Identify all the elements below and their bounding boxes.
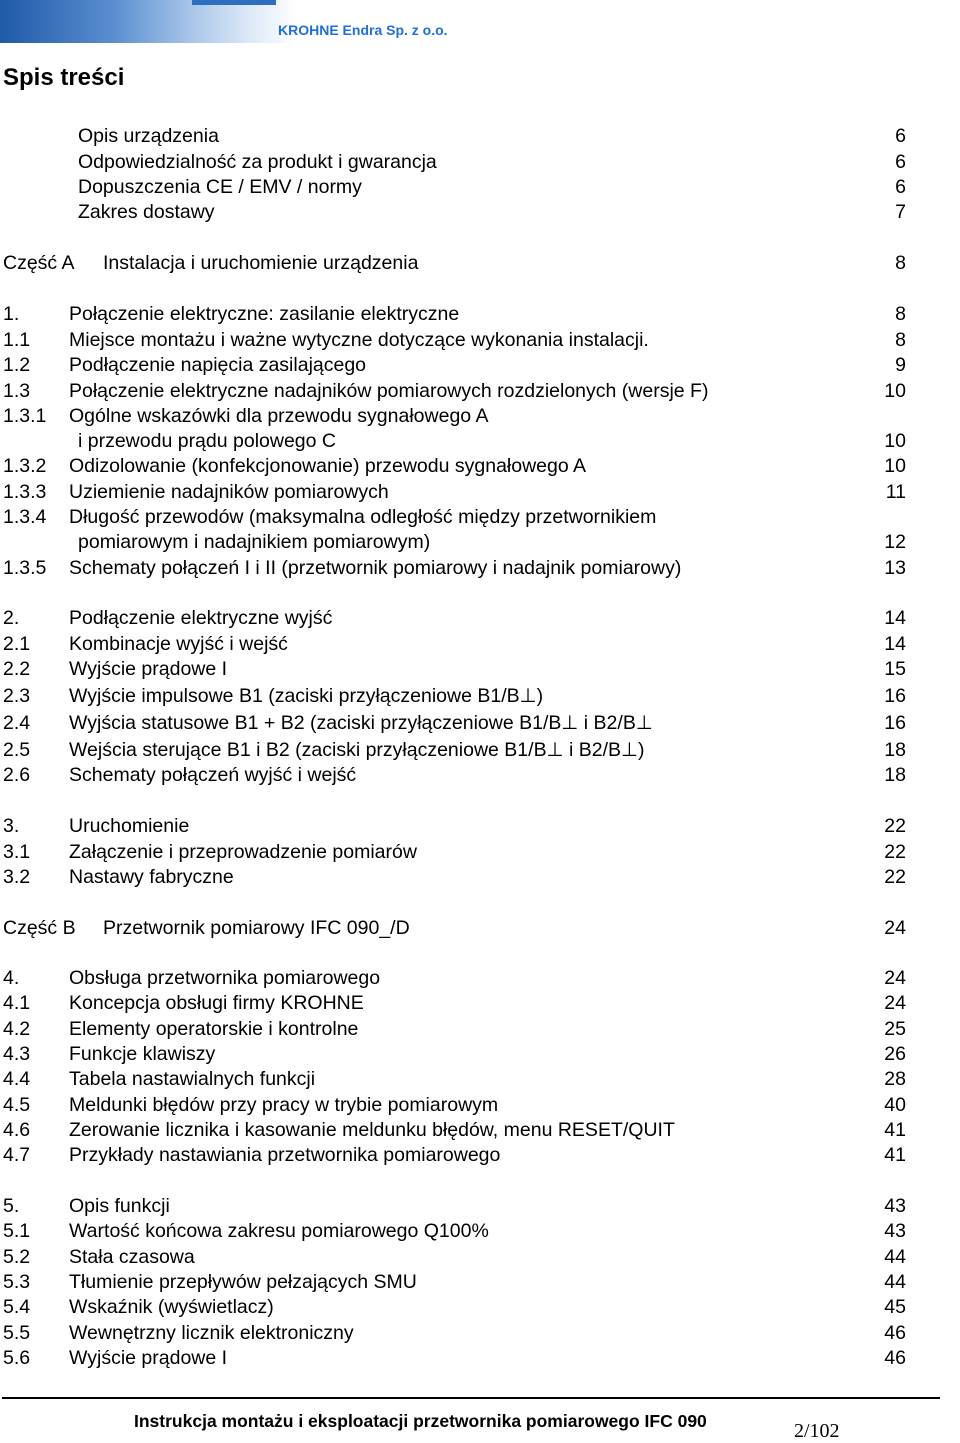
company-name: KROHNE Endra Sp. z o.o. xyxy=(278,22,448,38)
toc-entry xyxy=(0,555,960,581)
toc-entry-title: Wewnętrzny licznik elektroniczny xyxy=(69,1322,354,1344)
toc-entry-title: Przykłady nastawiania przetwornika pomiarowego xyxy=(69,1144,501,1166)
toc-entry xyxy=(0,174,960,200)
toc-entry-title: Schematy połączeń I i II (przetwornik pomiarowy i nadajnik pomiarowy) xyxy=(69,557,682,579)
toc-entry-number: 2.3 xyxy=(3,685,31,707)
toc-entry-title: Miejsce montażu i ważne wytyczne dotyczące wykonania instalacji. xyxy=(69,329,649,351)
toc-entry-page: 11 xyxy=(885,481,906,503)
toc-entry-page: 44 xyxy=(884,1271,906,1293)
toc-entry-number: 1.3.5 xyxy=(3,557,47,579)
toc-entry-title: Uruchomienie xyxy=(69,815,190,837)
toc-entry-number: 5. xyxy=(3,1195,20,1217)
toc-entry-page: 22 xyxy=(884,815,906,837)
toc-entry xyxy=(0,479,960,505)
toc-entry xyxy=(0,1218,960,1244)
toc-entry xyxy=(0,813,960,839)
toc-entry-number: 3.1 xyxy=(3,841,31,863)
toc-entry xyxy=(0,378,960,404)
toc-entry-page: 6 xyxy=(895,151,906,173)
toc-entry-page: 26 xyxy=(884,1043,906,1065)
toc-entry-title: Ogólne wskazówki dla przewodu sygnałowego A xyxy=(69,405,489,427)
toc-entry-page: 6 xyxy=(895,125,906,147)
toc-entry-number: 5.6 xyxy=(3,1347,31,1369)
footer-divider xyxy=(2,1397,940,1399)
toc-entry-number: 5.3 xyxy=(3,1271,31,1293)
toc-entry xyxy=(0,965,960,991)
toc-entry-title: Kombinacje wyjść i wejść xyxy=(69,633,288,655)
toc-entry xyxy=(0,762,960,788)
toc-entry-number: 4. xyxy=(3,967,20,989)
toc-entry xyxy=(0,683,960,709)
page-title: Spis treści xyxy=(3,64,125,91)
toc-entry-page: 16 xyxy=(884,685,906,707)
toc-entry-page: 6 xyxy=(895,176,906,198)
toc-entry-number: Część A xyxy=(3,252,75,274)
toc-entry-page: 8 xyxy=(895,303,906,325)
toc-entry-number: 1.2 xyxy=(3,354,31,376)
toc-entry xyxy=(0,1142,960,1168)
toc-entry-page: 16 xyxy=(884,712,906,734)
toc-entry xyxy=(0,1320,960,1346)
toc-entry xyxy=(0,656,960,682)
toc-entry-page: 8 xyxy=(895,329,906,351)
toc-entry-title: Odizolowanie (konfekcjonowanie) przewodu sygnałowego A xyxy=(69,455,587,477)
toc-entry-number: 3. xyxy=(3,815,20,837)
toc-entry-title: Instalacja i uruchomienie urządzenia xyxy=(103,252,419,274)
toc-entry xyxy=(0,301,960,327)
toc-entry-number: 4.5 xyxy=(3,1094,31,1116)
toc-entry-page: 46 xyxy=(884,1347,906,1369)
toc-entry-page: 18 xyxy=(884,764,906,786)
toc-entry-title: Połączenie elektryczne: zasilanie elektryczne xyxy=(69,303,460,325)
toc-entry-number: 3.2 xyxy=(3,866,31,888)
toc-entry-page: 45 xyxy=(884,1296,906,1318)
toc-entry-title: Podłączenie napięcia zasilającego xyxy=(69,354,367,376)
toc-entry-number: 5.5 xyxy=(3,1322,31,1344)
toc-entry-title: Obsługa przetwornika pomiarowego xyxy=(69,967,381,989)
page-number: 2/102 xyxy=(794,1420,840,1442)
toc-entry-title: Tłumienie przepływów pełzających SMU xyxy=(69,1271,417,1293)
toc-entry-page: 10 xyxy=(884,380,906,402)
toc-entry-number: 5.2 xyxy=(3,1246,31,1268)
toc-entry-title: pomiarowym i nadajnikiem pomiarowym) xyxy=(78,531,431,553)
toc-entry-title: Opis funkcji xyxy=(69,1195,170,1217)
toc-entry-title: Funkcje klawiszy xyxy=(69,1043,216,1065)
toc-entry-title: Wyjście prądowe I xyxy=(69,658,228,680)
toc-entry xyxy=(0,1193,960,1219)
toc-entry xyxy=(0,1244,960,1270)
toc-entry xyxy=(0,1294,960,1320)
toc-entry-page: 22 xyxy=(884,866,906,888)
toc-entry-number: 1.3.1 xyxy=(3,405,47,427)
toc-entry-page: 8 xyxy=(895,252,906,274)
toc-entry-number: 2.5 xyxy=(3,739,31,761)
toc-entry-number: 4.7 xyxy=(3,1144,31,1166)
toc-entry-number: 1.1 xyxy=(3,329,31,351)
toc-entry xyxy=(0,529,960,555)
toc-entry-page: 24 xyxy=(884,992,906,1014)
toc-entry-title: i przewodu prądu polowego C xyxy=(78,430,336,452)
toc-entry-title: Przetwornik pomiarowy IFC 090_/D xyxy=(103,917,410,939)
toc-entry-number: 4.1 xyxy=(3,992,31,1014)
toc-entry xyxy=(0,123,960,149)
toc-entry-number: 2.6 xyxy=(3,764,31,786)
toc-entry-page: 41 xyxy=(884,1144,906,1166)
toc-entry xyxy=(0,327,960,353)
toc-entry-page: 10 xyxy=(884,430,906,452)
toc-entry-number: 1. xyxy=(3,303,20,325)
toc-entry xyxy=(0,453,960,479)
toc-entry-page: 46 xyxy=(884,1322,906,1344)
toc-entry xyxy=(0,737,960,763)
toc-entry-number: Część B xyxy=(3,917,76,939)
toc-entry-page: 43 xyxy=(884,1220,906,1242)
toc-entry-number: 4.2 xyxy=(3,1018,31,1040)
toc-entry xyxy=(0,990,960,1016)
toc-entry-title: Koncepcja obsługi firmy KROHNE xyxy=(69,992,364,1014)
toc-entry-page: 15 xyxy=(884,658,906,680)
toc-entry xyxy=(0,428,960,454)
toc-entry-title: Zerowanie licznika i kasowanie meldunku błędów, menu RESET/QUIT xyxy=(69,1119,675,1141)
toc-entry xyxy=(0,631,960,657)
toc-entry-title: Załączenie i przeprowadzenie pomiarów xyxy=(69,841,417,863)
toc-entry xyxy=(0,504,960,530)
toc-entry-number: 5.4 xyxy=(3,1296,31,1318)
toc-entry-page: 10 xyxy=(884,455,906,477)
toc-entry-page: 43 xyxy=(884,1195,906,1217)
toc-entry-title: Połączenie elektryczne nadajników pomiarowych rozdzielonych (wersje F) xyxy=(69,380,709,402)
toc-entry xyxy=(0,1041,960,1067)
toc-entry-title: Wartość końcowa zakresu pomiarowego Q100% xyxy=(69,1220,489,1242)
toc-entry xyxy=(0,710,960,736)
toc-entry-number: 4.4 xyxy=(3,1068,31,1090)
toc-entry-page: 14 xyxy=(884,607,906,629)
toc-entry-title: Podłączenie elektryczne wyjść xyxy=(69,607,333,629)
toc-entry-page: 14 xyxy=(884,633,906,655)
toc-entry xyxy=(0,1345,960,1371)
toc-entry-title: Schematy połączeń wyjść i wejść xyxy=(69,764,357,786)
toc-entry-number: 2.2 xyxy=(3,658,31,680)
toc-entry-page: 12 xyxy=(884,531,906,553)
toc-entry xyxy=(0,864,960,890)
toc-entry-page: 24 xyxy=(884,917,906,939)
toc-entry-title: Tabela nastawialnych funkcji xyxy=(69,1068,316,1090)
toc-entry-title: Dopuszczenia CE / EMV / normy xyxy=(78,176,362,198)
toc-entry xyxy=(0,149,960,175)
toc-entry-title: Wyjścia statusowe B1 + B2 (zaciski przyłączeniowe B1/B⊥ i B2/B⊥ xyxy=(69,712,653,734)
toc-entry xyxy=(0,352,960,378)
toc-entry-number: 1.3.2 xyxy=(3,455,47,477)
toc-entry-number: 2.1 xyxy=(3,633,31,655)
toc-entry-number: 2.4 xyxy=(3,712,31,734)
toc-entry-number: 5.1 xyxy=(3,1220,31,1242)
toc-entry-page: 24 xyxy=(884,967,906,989)
toc-entry xyxy=(0,605,960,631)
toc-entry xyxy=(0,1016,960,1042)
toc-entry-page: 25 xyxy=(884,1018,906,1040)
toc-entry-title: Uziemienie nadajników pomiarowych xyxy=(69,481,389,503)
toc-entry-page: 40 xyxy=(884,1094,906,1116)
toc-entry xyxy=(0,839,960,865)
footer-document-title: Instrukcja montażu i eksploatacji przetwornika pomiarowego IFC 090 xyxy=(134,1411,707,1431)
toc-entry-title: Nastawy fabryczne xyxy=(69,866,234,888)
toc-entry xyxy=(0,1066,960,1092)
toc-entry xyxy=(0,1117,960,1143)
toc-entry-page: 22 xyxy=(884,841,906,863)
toc-entry-title: Wyjście impulsowe B1 (zaciski przyłączeniowe B1/B⊥) xyxy=(69,685,544,707)
toc-entry-title: Odpowiedzialność za produkt i gwarancja xyxy=(78,151,437,173)
toc-entry-title: Wskaźnik (wyświetlacz) xyxy=(69,1296,274,1318)
toc-entry-number: 1.3.3 xyxy=(3,481,47,503)
toc-entry xyxy=(0,199,960,225)
toc-entry-title: Opis urządzenia xyxy=(78,125,219,147)
toc-entry-page: 13 xyxy=(884,557,906,579)
toc-entry-number: 1.3 xyxy=(3,380,31,402)
toc-entry-page: 41 xyxy=(884,1119,906,1141)
toc-entry-title: Zakres dostawy xyxy=(78,201,215,223)
toc-entry-title: Długość przewodów (maksymalna odległość między przetwornikiem xyxy=(69,506,657,528)
toc-entry-number: 1.3.4 xyxy=(3,506,47,528)
toc-entry-number: 2. xyxy=(3,607,20,629)
toc-entry xyxy=(0,1269,960,1295)
toc-entry-title: Meldunki błędów przy pracy w trybie pomiarowym xyxy=(69,1094,499,1116)
toc-entry-page: 28 xyxy=(884,1068,906,1090)
toc-entry-title: Wyjście prądowe I xyxy=(69,1347,228,1369)
toc-entry-number: 4.6 xyxy=(3,1119,31,1141)
toc-entry-title: Elementy operatorskie i kontrolne xyxy=(69,1018,359,1040)
toc-entry xyxy=(0,1092,960,1118)
toc-entry-title: Stała czasowa xyxy=(69,1246,195,1268)
toc-entry-page: 7 xyxy=(895,201,906,223)
toc-entry-page: 44 xyxy=(884,1246,906,1268)
toc-entry-page: 9 xyxy=(895,354,906,376)
toc-entry xyxy=(0,915,960,941)
toc-entry-page: 18 xyxy=(884,739,906,761)
toc-entry xyxy=(0,250,960,276)
toc-entry-title: Wejścia sterujące B1 i B2 (zaciski przyłączeniowe B1/B⊥ i B2/B⊥) xyxy=(69,739,645,761)
toc-entry xyxy=(0,403,960,429)
toc-entry-number: 4.3 xyxy=(3,1043,31,1065)
